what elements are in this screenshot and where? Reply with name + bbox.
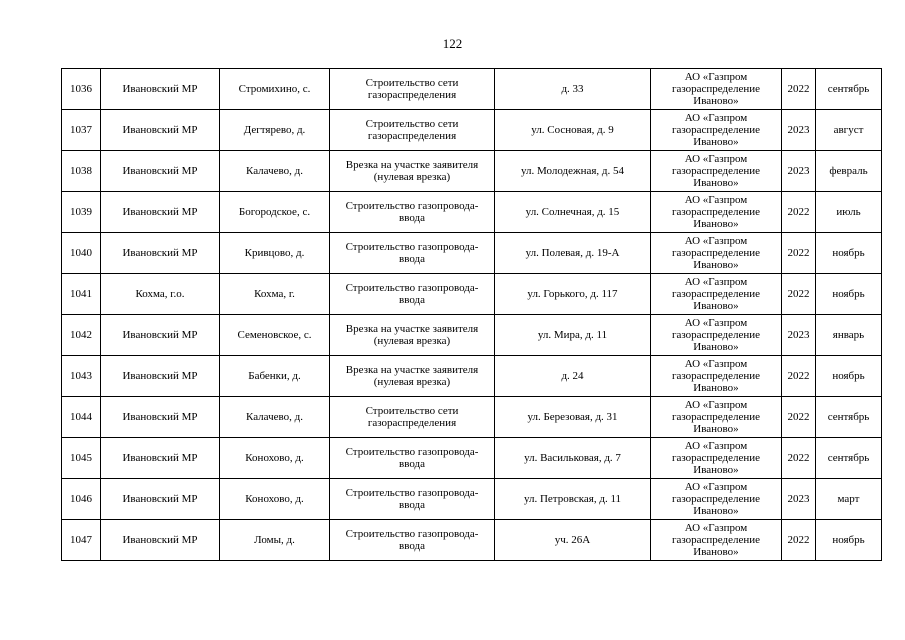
locality-cell: Дегтярево, д. xyxy=(220,110,330,151)
district-cell: Ивановский МР xyxy=(101,356,220,397)
table-row xyxy=(62,151,882,192)
district-cell: Ивановский МР xyxy=(101,110,220,151)
month-cell: ноябрь xyxy=(816,233,882,274)
district-cell: Ивановский МР xyxy=(101,192,220,233)
organization-cell: АО «Газпром газораспределение Иваново» xyxy=(651,356,782,397)
organization-cell: АО «Газпром газораспределение Иваново» xyxy=(651,69,782,110)
year-cell: 2022 xyxy=(782,438,816,479)
month-cell: ноябрь xyxy=(816,520,882,561)
year-cell: 2022 xyxy=(782,233,816,274)
month-cell: февраль xyxy=(816,151,882,192)
district-cell: Ивановский МР xyxy=(101,397,220,438)
district-cell: Кохма, г.о. xyxy=(101,274,220,315)
address-cell: ул. Солнечная, д. 15 xyxy=(495,192,651,233)
year-cell: 2022 xyxy=(782,192,816,233)
work-type-cell: Строительство газопровода-ввода xyxy=(330,520,495,561)
month-cell: июль xyxy=(816,192,882,233)
organization-cell: АО «Газпром газораспределение Иваново» xyxy=(651,520,782,561)
month-cell: август xyxy=(816,110,882,151)
locality-cell: Богородское, с. xyxy=(220,192,330,233)
locality-cell: Конохово, д. xyxy=(220,438,330,479)
row-number-cell: 1040 xyxy=(62,233,101,274)
table-row xyxy=(62,315,882,356)
year-cell: 2022 xyxy=(782,69,816,110)
address-cell: ул. Васильковая, д. 7 xyxy=(495,438,651,479)
month-cell: январь xyxy=(816,315,882,356)
locality-cell: Кривцово, д. xyxy=(220,233,330,274)
year-cell: 2023 xyxy=(782,315,816,356)
address-cell: ул. Березовая, д. 31 xyxy=(495,397,651,438)
data-table xyxy=(61,68,882,561)
work-type-cell: Врезка на участке заявителя (нулевая врезка) xyxy=(330,151,495,192)
month-cell: ноябрь xyxy=(816,356,882,397)
table-row xyxy=(62,520,882,561)
organization-cell: АО «Газпром газораспределение Иваново» xyxy=(651,315,782,356)
month-cell: сентябрь xyxy=(816,69,882,110)
table-row xyxy=(62,397,882,438)
locality-cell: Калачево, д. xyxy=(220,397,330,438)
month-cell: ноябрь xyxy=(816,274,882,315)
locality-cell: Ломы, д. xyxy=(220,520,330,561)
district-cell: Ивановский МР xyxy=(101,69,220,110)
district-cell: Ивановский МР xyxy=(101,151,220,192)
table-row xyxy=(62,192,882,233)
district-cell: Ивановский МР xyxy=(101,315,220,356)
row-number-cell: 1039 xyxy=(62,192,101,233)
work-type-cell: Строительство газопровода-ввода xyxy=(330,438,495,479)
month-cell: март xyxy=(816,479,882,520)
year-cell: 2023 xyxy=(782,479,816,520)
row-number-cell: 1044 xyxy=(62,397,101,438)
work-type-cell: Врезка на участке заявителя (нулевая врезка) xyxy=(330,356,495,397)
district-cell: Ивановский МР xyxy=(101,520,220,561)
row-number-cell: 1038 xyxy=(62,151,101,192)
table-row xyxy=(62,110,882,151)
organization-cell: АО «Газпром газораспределение Иваново» xyxy=(651,397,782,438)
year-cell: 2023 xyxy=(782,110,816,151)
year-cell: 2022 xyxy=(782,274,816,315)
address-cell: д. 24 xyxy=(495,356,651,397)
address-cell: ул. Полевая, д. 19-А xyxy=(495,233,651,274)
organization-cell: АО «Газпром газораспределение Иваново» xyxy=(651,233,782,274)
work-type-cell: Строительство газопровода-ввода xyxy=(330,233,495,274)
table-row xyxy=(62,479,882,520)
table-row xyxy=(62,438,882,479)
address-cell: ул. Молодежная, д. 54 xyxy=(495,151,651,192)
table-body xyxy=(62,69,882,561)
work-type-cell: Строительство сети газораспределения xyxy=(330,397,495,438)
table-row xyxy=(62,274,882,315)
row-number-cell: 1041 xyxy=(62,274,101,315)
work-type-cell: Строительство газопровода-ввода xyxy=(330,192,495,233)
work-type-cell: Строительство сети газораспределения xyxy=(330,110,495,151)
address-cell: ул. Горького, д. 117 xyxy=(495,274,651,315)
locality-cell: Калачево, д. xyxy=(220,151,330,192)
address-cell: уч. 26А xyxy=(495,520,651,561)
table-row xyxy=(62,69,882,110)
locality-cell: Бабенки, д. xyxy=(220,356,330,397)
row-number-cell: 1036 xyxy=(62,69,101,110)
table-row xyxy=(62,233,882,274)
row-number-cell: 1047 xyxy=(62,520,101,561)
month-cell: сентябрь xyxy=(816,438,882,479)
district-cell: Ивановский МР xyxy=(101,438,220,479)
locality-cell: Семеновское, с. xyxy=(220,315,330,356)
address-cell: ул. Мира, д. 11 xyxy=(495,315,651,356)
locality-cell: Стромихино, с. xyxy=(220,69,330,110)
row-number-cell: 1043 xyxy=(62,356,101,397)
year-cell: 2022 xyxy=(782,356,816,397)
organization-cell: АО «Газпром газораспределение Иваново» xyxy=(651,110,782,151)
work-type-cell: Строительство газопровода-ввода xyxy=(330,274,495,315)
locality-cell: Конохово, д. xyxy=(220,479,330,520)
page-number: 122 xyxy=(442,36,463,51)
organization-cell: АО «Газпром газораспределение Иваново» xyxy=(651,479,782,520)
year-cell: 2023 xyxy=(782,151,816,192)
address-cell: ул. Петровская, д. 11 xyxy=(495,479,651,520)
work-type-cell: Строительство газопровода-ввода xyxy=(330,479,495,520)
address-cell: ул. Сосновая, д. 9 xyxy=(495,110,651,151)
row-number-cell: 1037 xyxy=(62,110,101,151)
organization-cell: АО «Газпром газораспределение Иваново» xyxy=(651,151,782,192)
locality-cell: Кохма, г. xyxy=(220,274,330,315)
work-type-cell: Строительство сети газораспределения xyxy=(330,69,495,110)
district-cell: Ивановский МР xyxy=(101,479,220,520)
work-type-cell: Врезка на участке заявителя (нулевая врезка) xyxy=(330,315,495,356)
district-cell: Ивановский МР xyxy=(101,233,220,274)
year-cell: 2022 xyxy=(782,520,816,561)
organization-cell: АО «Газпром газораспределение Иваново» xyxy=(651,438,782,479)
address-cell: д. 33 xyxy=(495,69,651,110)
table-row xyxy=(62,356,882,397)
row-number-cell: 1042 xyxy=(62,315,101,356)
row-number-cell: 1045 xyxy=(62,438,101,479)
month-cell: сентябрь xyxy=(816,397,882,438)
year-cell: 2022 xyxy=(782,397,816,438)
organization-cell: АО «Газпром газораспределение Иваново» xyxy=(651,192,782,233)
row-number-cell: 1046 xyxy=(62,479,101,520)
organization-cell: АО «Газпром газораспределение Иваново» xyxy=(651,274,782,315)
